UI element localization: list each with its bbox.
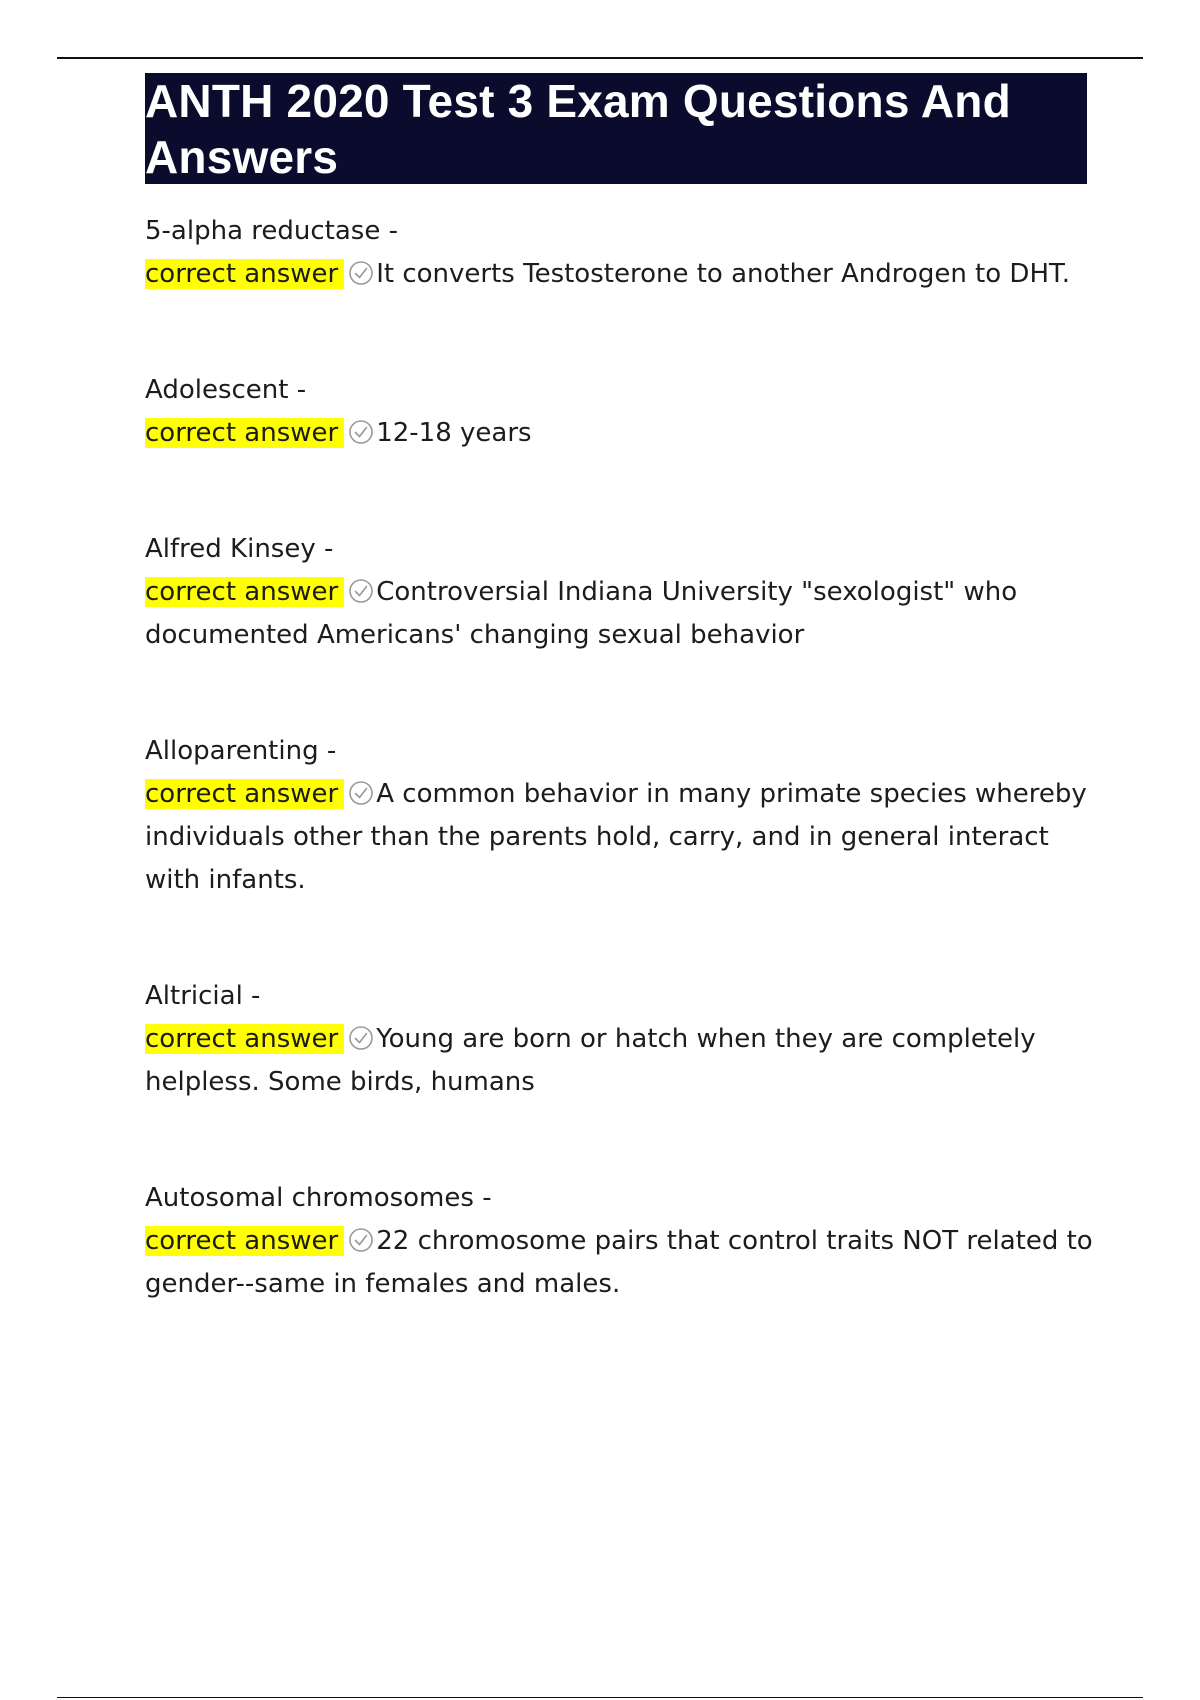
top-rule <box>57 57 1143 59</box>
page-title: ANTH 2020 Test 3 Exam Questions And Answers <box>145 75 1011 183</box>
qa-answer-text: Controversial Indiana University "sexologist" who documented Americans' changing sexual behavior <box>145 577 1018 650</box>
qa-term: Autosomal chromosomes - <box>145 1183 492 1213</box>
correct-answer-badge: correct answer <box>145 259 344 289</box>
qa-answer-line <box>145 773 1095 902</box>
qa-term: Altricial - <box>145 981 261 1011</box>
qa-term: Alfred Kinsey - <box>145 534 334 564</box>
qa-item <box>145 369 1095 455</box>
correct-answer-badge: correct answer <box>145 418 344 448</box>
qa-answer-line <box>145 253 1095 296</box>
qa-answer-line <box>145 1018 1095 1104</box>
title-bar <box>145 73 1087 184</box>
qa-term: 5-alpha reductase - <box>145 216 398 246</box>
correct-answer-badge: correct answer <box>145 577 344 607</box>
check-circle-icon <box>348 578 374 604</box>
qa-answer-line <box>145 412 1095 455</box>
correct-answer-badge: correct answer <box>145 779 344 809</box>
qa-term: Adolescent - <box>145 375 307 405</box>
qa-item <box>145 210 1095 296</box>
qa-answer-text: Young are born or hatch when they are completely helpless. Some birds, humans <box>145 1024 1036 1097</box>
check-circle-icon <box>348 780 374 806</box>
qa-item <box>145 1177 1095 1306</box>
correct-answer-badge: correct answer <box>145 1024 344 1054</box>
qa-answer-line <box>145 571 1095 657</box>
check-circle-icon <box>348 260 374 286</box>
qa-item <box>145 730 1095 902</box>
qa-answer-text: A common behavior in many primate species whereby individuals other than the parents hold, carry, and in general interact with infants. <box>145 779 1087 895</box>
check-circle-icon <box>348 1227 374 1253</box>
qa-answer-text: 22 chromosome pairs that control traits NOT related to gender--same in females and males. <box>145 1226 1093 1299</box>
qa-answer-line <box>145 1220 1095 1306</box>
qa-answer-text: It converts Testosterone to another Androgen to DHT. <box>376 259 1071 289</box>
qa-answer-text: 12-18 years <box>376 418 532 448</box>
qa-term: Alloparenting - <box>145 736 337 766</box>
check-circle-icon <box>348 419 374 445</box>
correct-answer-badge: correct answer <box>145 1226 344 1256</box>
check-circle-icon <box>348 1025 374 1051</box>
bottom-rule <box>57 1697 1143 1698</box>
qa-list <box>145 210 1095 1306</box>
qa-item <box>145 975 1095 1104</box>
qa-item <box>145 528 1095 657</box>
